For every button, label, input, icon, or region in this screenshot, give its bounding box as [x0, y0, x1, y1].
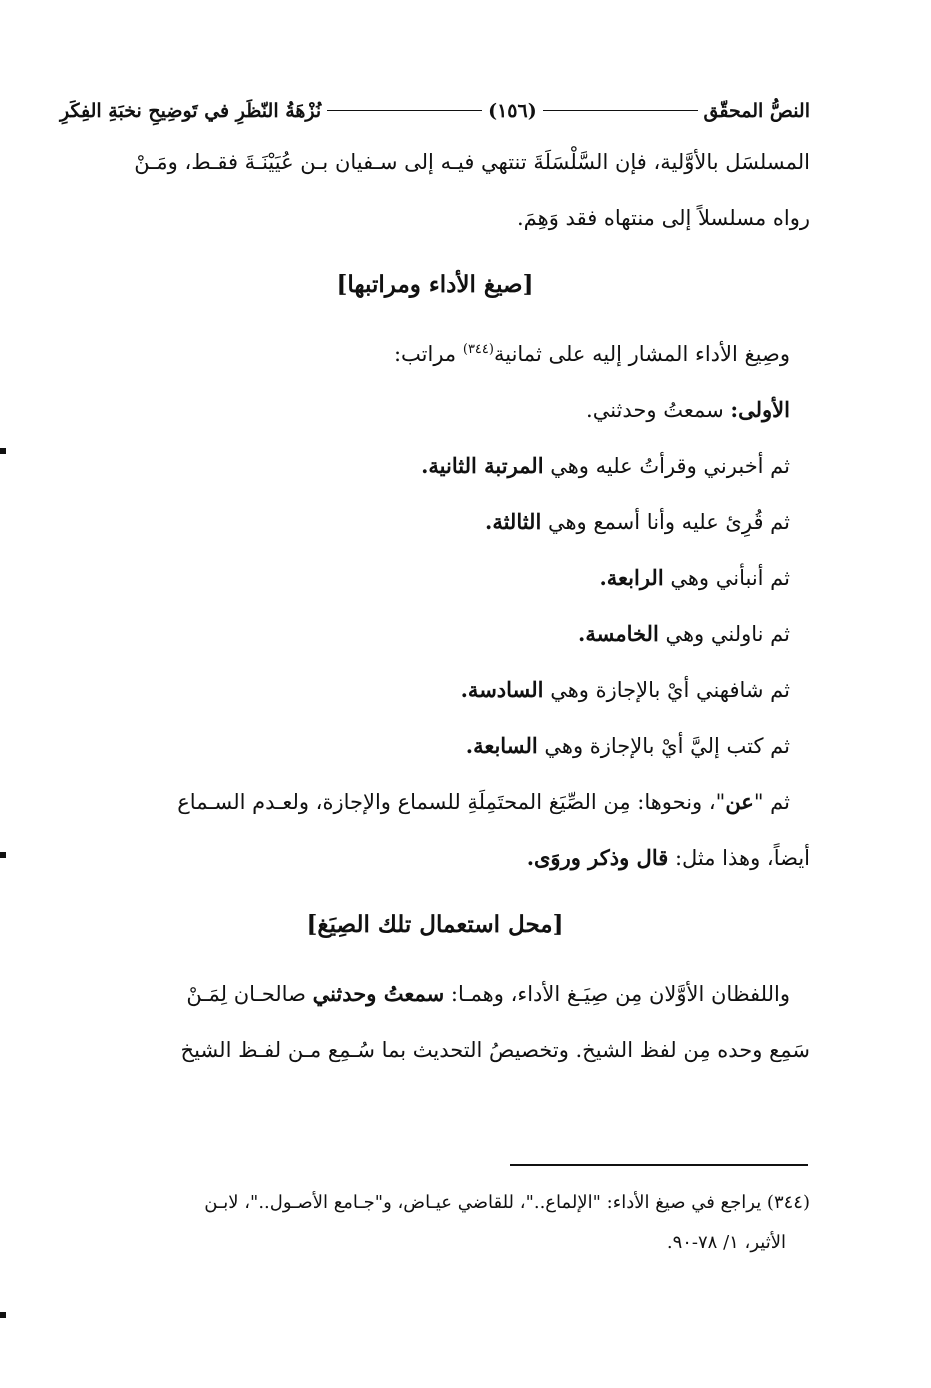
page-number: (١٥٦)	[488, 100, 537, 122]
text-line: واللفظان الأوَّلان مِن صِيَـغ الأداء، وهمـا: سمعتُ وحدثني صالحـان لِمَـنْ	[186, 981, 790, 1006]
text-line: سَمِع وحده مِن لفظ الشيخ. وتخصيصُ التحديث بما سُـمِع مـن لفـظ الشيخ	[180, 1038, 810, 1062]
list-item: ثم كتب إليَّ أيْ بالإجازة وهي السابعة.	[465, 733, 790, 758]
section-heading: [محل استعمال تلك الصِيَغ]	[306, 911, 564, 938]
footnote-line: (٣٤٤) يراجع في صيغ الأداء: "الإلماع.."، للقاضي عيـاض، و"جـامع الأصـول.."، لابـن	[204, 1192, 810, 1213]
footnote	[60, 1183, 810, 1263]
list-item: ثم أنبأني وهي الرابعة.	[599, 565, 790, 590]
footnote-divider	[510, 1164, 808, 1166]
running-header	[60, 100, 810, 134]
header-rule	[543, 110, 698, 111]
list-item: ثم أخبرني وقرأتُ عليه وهي المرتبة الثانية.	[421, 453, 790, 478]
header-rule	[327, 110, 482, 111]
footnote-line: الأثير، ١/ ٧٨-٩٠.	[666, 1232, 786, 1253]
page-body	[60, 100, 810, 1078]
text-line: وصِيغ الأداء المشار إليه على ثمانية$^{(٣٤٤)}$ مراتب:	[393, 342, 790, 366]
list-item: ثم شافهني أيْ بالإجازة وهي السادسة.	[460, 677, 790, 702]
list-item: ثم قُرِئ عليه وأنا أسمع وهي الثالثة.	[485, 509, 790, 534]
list-item: ثم ناولني وهي الخامسة.	[578, 621, 790, 646]
margin-mark	[0, 448, 6, 454]
text-line: المسلسَل بالأوَّلية، فإن السَّلْسَلَةَ تنتهي فيـه إلى سـفيان بـن عُيَيْنَـةَ فقـط، ومَـنْ	[134, 150, 810, 174]
list-item: الأولى: سمعتُ وحدثني.	[586, 397, 790, 422]
margin-mark	[0, 1312, 6, 1318]
list-item: ثم "عن"، ونحوها: مِن الصِّيَغ المحتَمِلَةِ للسماع والإجازة، ولعـدم السـماع	[177, 789, 790, 814]
header-left-title: نُزْهَةُ النّظَرِ في تَوضِيحِ نخبَةِ الفِكَرِ	[60, 100, 322, 122]
section-heading: [صيغ الأداء ومراتبها]	[336, 271, 534, 298]
margin-mark	[0, 852, 6, 858]
text-line: رواه مسلسلاً إلى منتهاه فقد وَهِمَ.	[517, 206, 810, 230]
text-line: أيضاً، وهذا مثل: قال وذكر وروَى.	[526, 845, 810, 870]
footnote-reference: (٣٤٤)	[462, 342, 494, 357]
header-right-title: النصُّ المحقّق	[703, 100, 810, 122]
